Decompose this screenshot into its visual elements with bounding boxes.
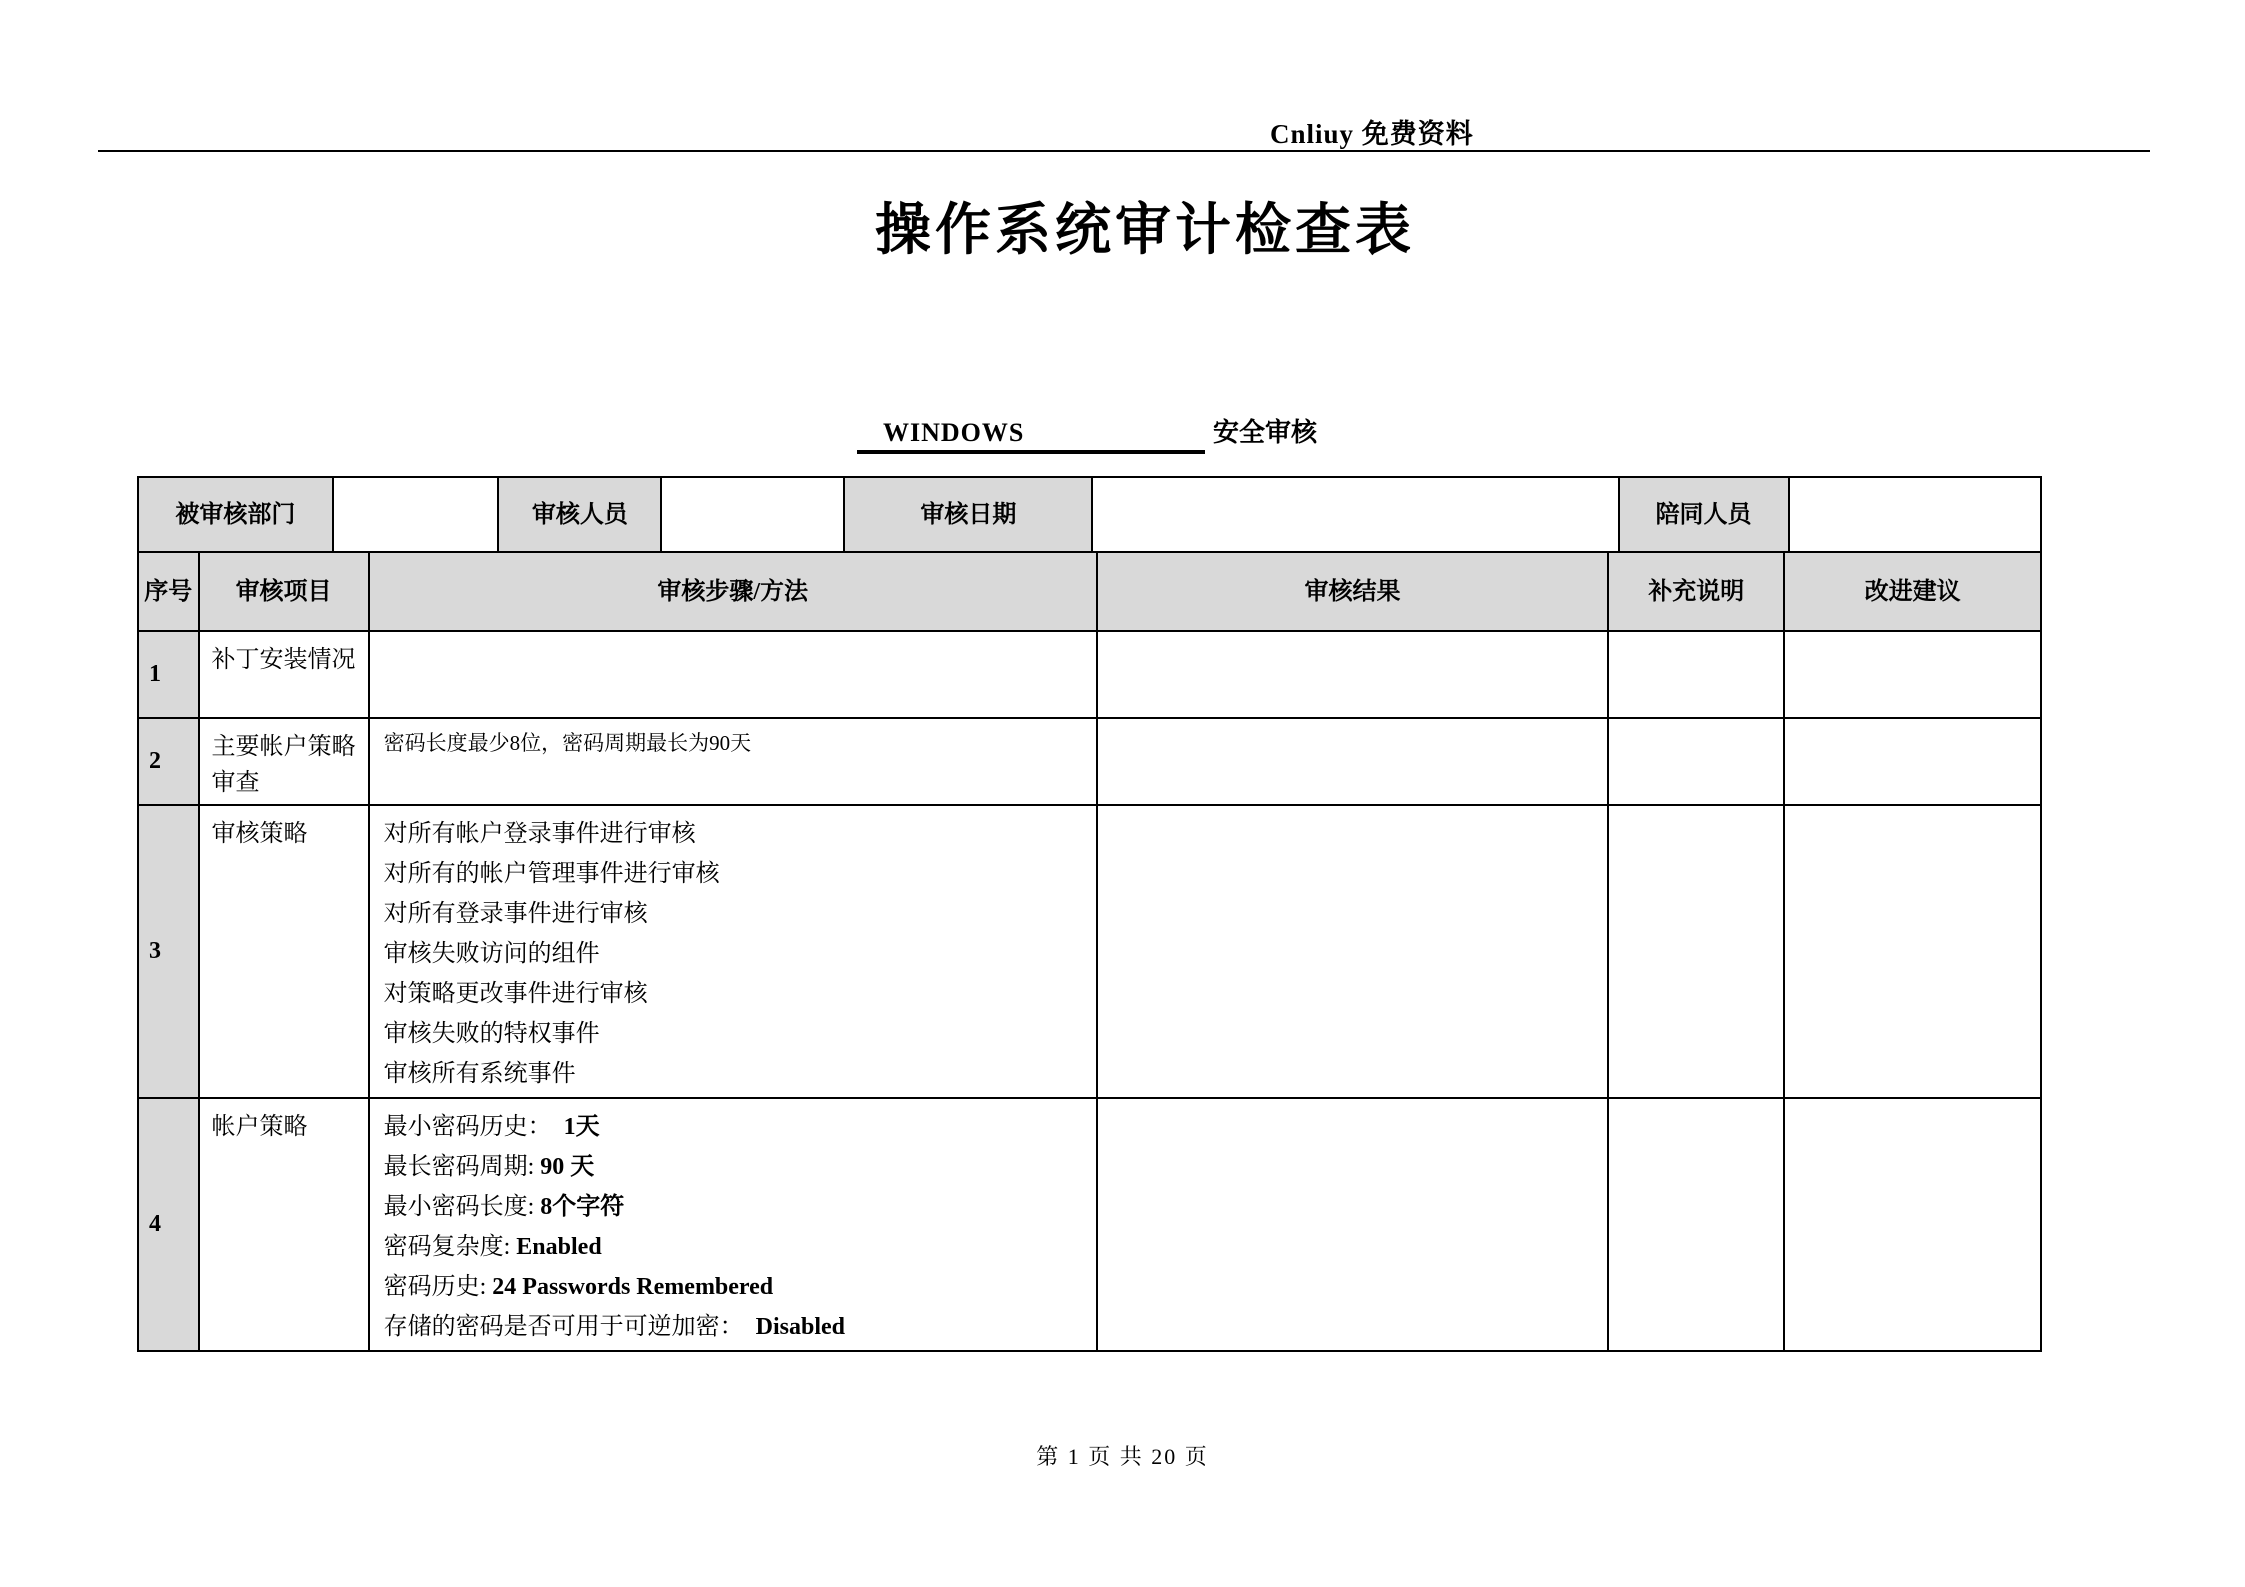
- col-header-no: 序号: [139, 553, 200, 632]
- table-row-4: [139, 1099, 2042, 1352]
- row-no-cell: 4: [139, 1099, 200, 1352]
- windows-label: WINDOWS: [857, 418, 1205, 454]
- policy-label: 最小密码长度:: [383, 1194, 541, 1220]
- col-header-item: 审核项目: [200, 553, 370, 632]
- note-cell: [1609, 806, 1785, 1099]
- page-title: 操作系统审计检查表: [875, 200, 1415, 262]
- info-label-auditor: 审核人员: [499, 478, 662, 553]
- policy-value: 1天: [563, 1114, 600, 1140]
- info-label-companion: 陪同人员: [1620, 478, 1790, 553]
- result-cell: [1098, 1099, 1610, 1352]
- steps-cell: [370, 632, 1098, 719]
- policy-value: 24 Passwords Remembered: [492, 1274, 774, 1300]
- table-row-3: [139, 806, 2042, 1099]
- row-no-cell: 3: [139, 806, 200, 1099]
- col-header-steps: 审核步骤/方法: [370, 553, 1098, 632]
- info-row: [139, 478, 2042, 553]
- row-item-cell: 补丁安装情况: [200, 632, 370, 719]
- policy-line: [384, 1267, 1082, 1307]
- result-cell: [1098, 719, 1610, 806]
- column-header-row: [139, 553, 2042, 632]
- steps-cell: [370, 1099, 1098, 1352]
- table-row-2: [139, 719, 2042, 806]
- subtitle-line: [857, 412, 1317, 454]
- note-cell: [1609, 719, 1785, 806]
- policy-label: 密码复杂度:: [383, 1234, 517, 1260]
- steps-cell: [370, 719, 1098, 806]
- policy-line: [384, 1147, 1082, 1187]
- page-number: 第 1 页 共 20 页: [1036, 1444, 1209, 1469]
- policy-label: 存储的密码是否可用于可逆加密：: [383, 1314, 756, 1340]
- step-line: 对所有的帐户管理事件进行审核: [383, 861, 720, 887]
- suggestion-cell: [1785, 806, 2042, 1099]
- policy-label: 最小密码历史：: [383, 1114, 564, 1140]
- result-cell: [1098, 806, 1610, 1099]
- policy-label: 最长密码周期:: [383, 1154, 541, 1180]
- row-no-cell: 2: [139, 719, 200, 806]
- policy-value: Enabled: [516, 1234, 602, 1260]
- col-header-result: 审核结果: [1098, 553, 1610, 632]
- security-audit-label: 安全审核: [1213, 418, 1318, 447]
- policy-line: [384, 1187, 1082, 1227]
- row-item-cell: 审核策略: [200, 806, 370, 1099]
- policy-line: [384, 1107, 1082, 1147]
- row-item-cell: 主要帐户策略审查: [200, 719, 370, 806]
- suggestion-cell: [1785, 719, 2042, 806]
- steps-cell: [370, 806, 1098, 1099]
- policy-value: 90 天: [540, 1154, 595, 1180]
- info-value-auditor: [662, 478, 845, 553]
- info-value-dept: [334, 478, 500, 553]
- policy-value: 8个字符: [540, 1194, 625, 1220]
- note-cell: [1609, 1099, 1785, 1352]
- watermark-text: Cnliuy 免费资料: [1270, 119, 1474, 149]
- step-line: 审核失败的特权事件: [383, 1021, 600, 1047]
- note-cell: [1609, 632, 1785, 719]
- step-line: 审核所有系统事件: [383, 1061, 576, 1087]
- table-row-1: [139, 632, 2042, 719]
- info-value-companion: [1790, 478, 2042, 553]
- row-no-cell: 1: [139, 632, 200, 719]
- policy-value: Disabled: [755, 1314, 845, 1340]
- step-line: 对所有登录事件进行审核: [383, 901, 648, 927]
- info-value-date: [1093, 478, 1619, 553]
- suggestion-cell: [1785, 1099, 2042, 1352]
- info-label-date: 审核日期: [845, 478, 1093, 553]
- info-label-dept: 被审核部门: [139, 478, 334, 553]
- policy-line: [384, 1307, 1082, 1347]
- audit-table: [137, 476, 2042, 1352]
- result-cell: [1098, 632, 1610, 719]
- suggestion-cell: [1785, 632, 2042, 719]
- header-divider: [98, 150, 2150, 152]
- step-line: 对所有帐户登录事件进行审核: [383, 821, 696, 847]
- policy-line: [384, 1227, 1082, 1267]
- col-header-note: 补充说明: [1609, 553, 1785, 632]
- row-item-cell: 帐户策略: [200, 1099, 370, 1352]
- step-line: 审核失败访问的组件: [383, 941, 600, 967]
- step-line: 对策略更改事件进行审核: [383, 981, 648, 1007]
- policy-label: 密码历史:: [383, 1274, 493, 1300]
- col-header-suggestion: 改进建议: [1785, 553, 2042, 632]
- step-line: 密码长度最少8位，密码周期最长为90天: [383, 731, 752, 755]
